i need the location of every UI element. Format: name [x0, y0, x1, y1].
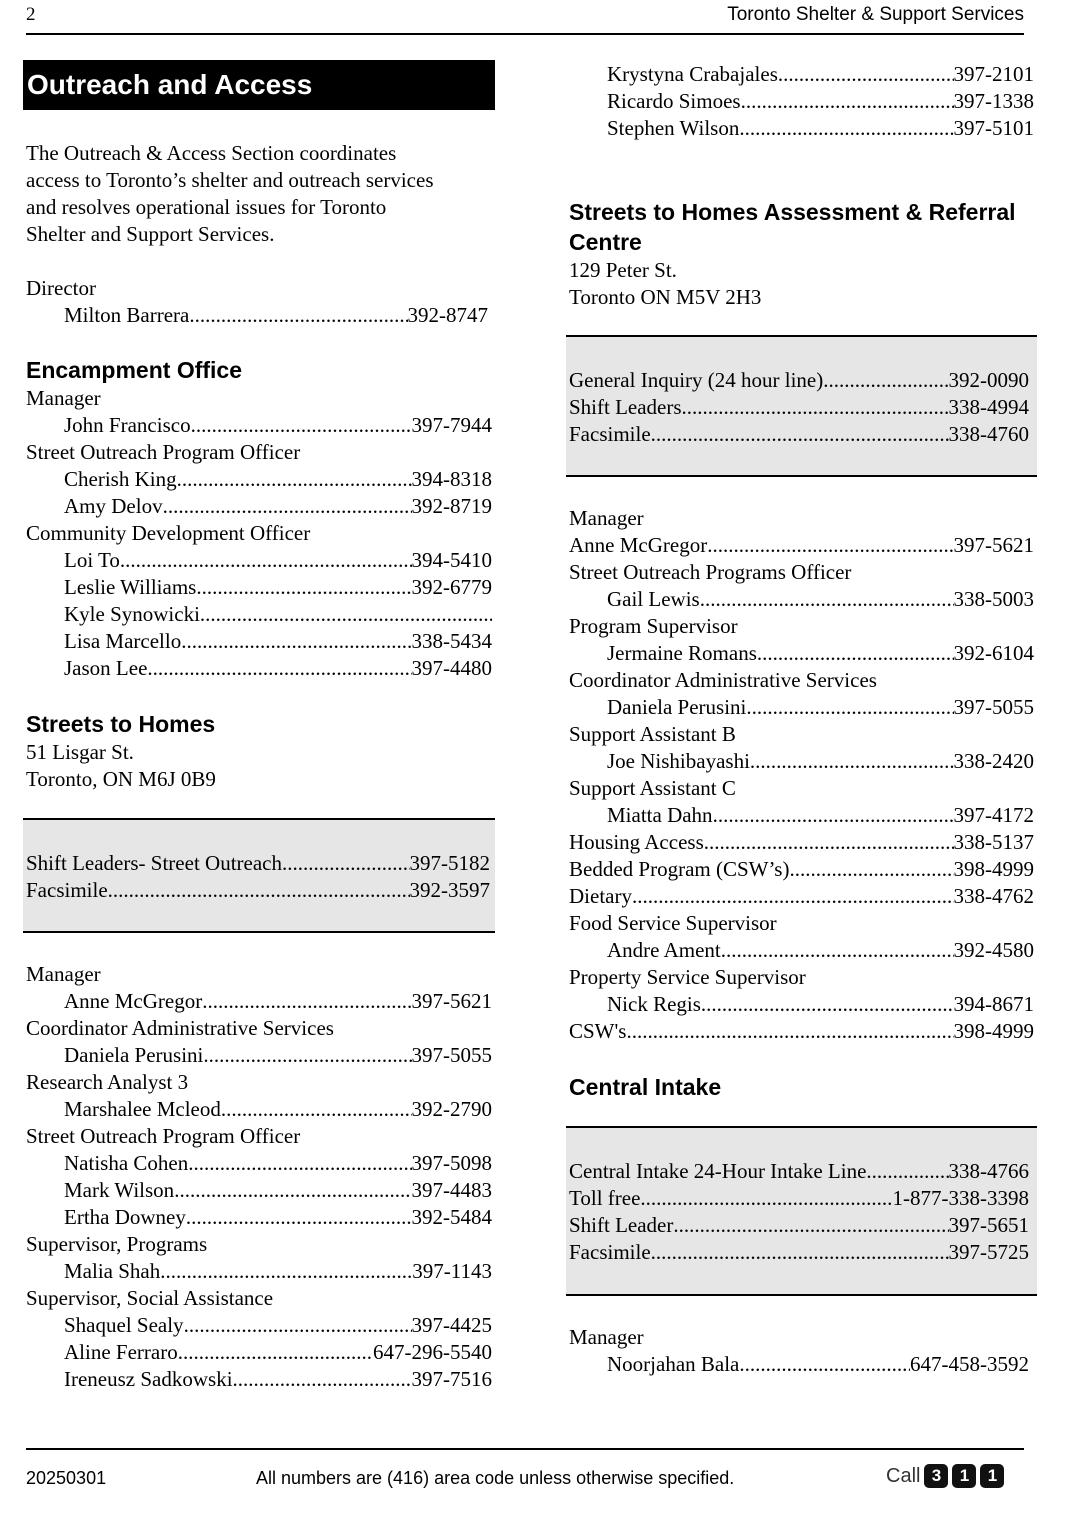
contact-entry	[569, 88, 1034, 115]
central-intake-section	[569, 1072, 1034, 1102]
footer-note: All numbers are (416) area code unless otherwise specified.	[256, 1468, 735, 1488]
key-3-icon: 3	[924, 1464, 948, 1488]
contact-name: CSW's	[569, 1019, 627, 1043]
contact-name: Anne McGregor	[64, 989, 203, 1013]
encampment-office-heading: Encampment Office	[26, 357, 242, 383]
leader-dots	[750, 748, 954, 775]
leader-dots	[721, 937, 954, 964]
leader-dots	[186, 1204, 412, 1231]
role-title: Support Assistant B	[569, 722, 736, 746]
contact-entry	[569, 802, 1034, 829]
contact-entry	[569, 532, 1034, 559]
role-title: Research Analyst 3	[26, 1070, 189, 1094]
leader-dots	[221, 1096, 412, 1123]
leader-dots	[189, 302, 407, 329]
leader-dots	[651, 421, 949, 448]
contact-phone: 338-5434	[411, 629, 492, 653]
call-311-logo	[886, 1464, 1004, 1488]
leader-dots	[177, 466, 412, 493]
streets-to-homes-section	[26, 709, 492, 793]
contact-entry	[569, 1351, 1029, 1378]
leader-dots	[741, 88, 954, 115]
encampment-office-section	[26, 355, 492, 682]
contact-name: Miatta Dahn	[607, 803, 713, 827]
contact-phone: 397-5182	[409, 851, 490, 875]
role-title: Property Service Supervisor	[569, 965, 806, 989]
contact-entry	[569, 1185, 1029, 1212]
central-intake-heading: Central Intake	[569, 1074, 722, 1100]
leader-dots	[757, 640, 954, 667]
leader-dots	[181, 628, 411, 655]
contact-name: Leslie Williams	[64, 575, 197, 599]
streets-to-homes-heading: Streets to Homes	[26, 711, 216, 737]
page-header	[26, 0, 1024, 35]
leader-dots	[184, 1312, 412, 1339]
contact-entry	[569, 586, 1034, 613]
contact-phone: 397-4483	[411, 1178, 492, 1202]
contact-entry	[26, 1258, 492, 1285]
leader-dots	[739, 1351, 910, 1378]
leader-dots	[178, 1339, 373, 1366]
role-title: Manager	[569, 506, 644, 530]
contact-entry	[26, 850, 490, 877]
contact-name: Gail Lewis	[607, 587, 700, 611]
contact-name: Amy Delov	[64, 494, 163, 518]
contact-name: Andre Ament	[607, 938, 721, 962]
contact-phone: 397-4425	[411, 1313, 492, 1337]
contact-entry	[26, 988, 492, 1015]
leader-dots	[778, 61, 954, 88]
contact-name: Jason Lee	[64, 656, 148, 680]
page-footer	[26, 1448, 1024, 1514]
contact-entry	[569, 115, 1034, 142]
contact-entry	[26, 1177, 492, 1204]
address-line: 129 Peter St.	[569, 258, 677, 282]
sthar-section	[569, 197, 1034, 311]
contact-entry	[26, 493, 492, 520]
contact-entry	[569, 367, 1029, 394]
contact-entry	[26, 877, 490, 904]
contact-phone: 392-8719	[411, 494, 492, 518]
contact-name: Lisa Marcello	[64, 629, 182, 653]
contact-phone: 398-4999	[953, 857, 1034, 881]
leader-dots	[160, 1258, 412, 1285]
sthar-box-list	[569, 367, 1029, 448]
contact-entry	[26, 466, 492, 493]
leader-dots	[202, 988, 411, 1015]
leader-dots	[789, 856, 953, 883]
leader-dots	[651, 1239, 949, 1266]
role-title: Food Service Supervisor	[569, 911, 777, 935]
contact-entry	[569, 1158, 1029, 1185]
contact-phone: 338-2420	[953, 749, 1034, 773]
contact-name: Aline Ferraro	[64, 1340, 178, 1364]
contact-phone: 392-6104	[953, 641, 1034, 665]
contact-phone: 338-5137	[953, 830, 1034, 854]
sthar-heading: Streets to Homes Assessment & Referral	[569, 199, 1016, 225]
leader-dots	[866, 1158, 948, 1185]
contact-name: Central Intake 24-Hour Intake Line	[569, 1159, 867, 1183]
contact-name: Shift Leaders	[569, 395, 682, 419]
page-number: 2	[26, 4, 36, 25]
address-line: Toronto ON M5V 2H3	[569, 285, 762, 309]
sthar-heading-cont: Centre	[569, 229, 642, 255]
leader-dots	[673, 1212, 948, 1239]
contact-entry	[569, 1239, 1029, 1266]
leader-dots	[713, 802, 954, 829]
contact-phone: 338-4760	[948, 422, 1029, 446]
role-title: Community Development Officer	[26, 521, 311, 545]
contact-name: General Inquiry (24 hour line)	[569, 368, 824, 392]
contact-name: Malia Shah	[64, 1259, 161, 1283]
contact-entry	[569, 883, 1034, 910]
contact-phone: 392-2790	[411, 1097, 492, 1121]
contact-phone: 647-458-3592	[910, 1352, 1029, 1376]
leader-dots	[700, 586, 954, 613]
contact-phone: 338-4762	[953, 884, 1034, 908]
contact-entry	[569, 61, 1034, 88]
contact-name: Noorjahan Bala	[607, 1352, 740, 1376]
sth-staff-list	[26, 961, 492, 1393]
contact-entry	[569, 1018, 1034, 1045]
contact-phone: 392-8747	[407, 303, 488, 327]
contact-phone: 397-5098	[411, 1151, 492, 1175]
contact-phone: 647-296-5540	[373, 1340, 492, 1364]
contact-phone: 392-0090	[948, 368, 1029, 392]
role-title: Street Outreach Program Officer	[26, 1124, 301, 1148]
contact-name: Nick Regis	[607, 992, 701, 1016]
sthar-contact-box	[566, 335, 1037, 477]
role-title: Program Supervisor	[569, 614, 738, 638]
contact-entry	[26, 655, 492, 682]
leader-dots	[233, 1366, 412, 1393]
contact-entry	[26, 1204, 492, 1231]
role-title: Street Outreach Program Officer	[26, 440, 301, 464]
contact-entry	[26, 1339, 492, 1366]
contact-phone: 397-2101	[953, 62, 1034, 86]
contact-name: Daniela Perusini	[64, 1043, 204, 1067]
contact-name: Facsimile	[26, 878, 108, 902]
contact-name: Kyle Synowicki	[64, 602, 200, 626]
contact-entry	[569, 748, 1034, 775]
contact-name: Anne McGregor	[569, 533, 708, 557]
central-intake-box	[566, 1126, 1037, 1296]
contact-name: Cherish King	[64, 467, 177, 491]
contact-entry	[26, 1042, 492, 1069]
contact-name: Stephen Wilson	[607, 116, 740, 140]
contact-name: Natisha Cohen	[64, 1151, 189, 1175]
contact-entry	[569, 394, 1029, 421]
contact-phone: 397-1338	[953, 89, 1034, 113]
key-1-icon: 1	[980, 1464, 1004, 1488]
contact-phone: 394-8318	[411, 467, 492, 491]
leader-dots	[707, 532, 953, 559]
sthar-staff-list-wrap	[569, 505, 1034, 1045]
contact-phone: 397-1143	[412, 1259, 492, 1283]
contact-phone: 397-5055	[411, 1043, 492, 1067]
key-1-icon: 1	[952, 1464, 976, 1488]
contact-phone: 392-4580	[953, 938, 1034, 962]
address-line: 51 Lisgar St.	[26, 740, 134, 764]
contact-name: Ireneusz Sadkowski	[64, 1367, 233, 1391]
role-title: Supervisor, Programs	[26, 1232, 208, 1256]
contact-entry	[26, 1312, 492, 1339]
contact-phone: 394-5410	[411, 548, 492, 572]
contact-name: Mark Wilson	[64, 1178, 175, 1202]
leader-dots	[108, 877, 410, 904]
contact-entry	[569, 829, 1034, 856]
contact-phone: 397-5055	[953, 695, 1034, 719]
contact-entry	[26, 574, 492, 601]
leader-dots	[120, 547, 412, 574]
contact-phone: 392-3597	[409, 878, 490, 902]
leader-dots	[739, 115, 953, 142]
role-title: Manager	[26, 386, 101, 410]
contact-name: Dietary	[569, 884, 632, 908]
contact-phone: 338-4766	[948, 1159, 1029, 1183]
section-banner: Outreach and Access	[23, 60, 495, 110]
contact-phone: 398-4999	[953, 1019, 1034, 1043]
leader-dots	[203, 1042, 411, 1069]
leader-dots	[704, 829, 954, 856]
contact-name: Loi To	[64, 548, 120, 572]
contact-entry	[569, 421, 1029, 448]
leader-dots	[191, 412, 412, 439]
central-manager-block	[569, 1324, 1029, 1378]
continued-contacts	[569, 61, 1034, 142]
continued-contact-list	[569, 61, 1034, 142]
contact-phone: 397-7516	[411, 1367, 492, 1391]
leader-dots	[682, 394, 949, 421]
call-label: Call	[886, 1464, 921, 1487]
contact-name: Milton Barrera	[64, 303, 190, 327]
contact-phone: 338-5003	[953, 587, 1034, 611]
leader-dots	[632, 883, 954, 910]
role-title: Manager	[26, 962, 101, 986]
contact-name: Shaquel Sealy	[64, 1313, 184, 1337]
contact-phone: 392-6779	[411, 575, 492, 599]
leader-dots	[626, 1018, 953, 1045]
leader-dots	[147, 655, 411, 682]
contact-name: Ertha Downey	[64, 1205, 186, 1229]
contact-entry	[26, 628, 492, 655]
contact-phone: 397-5621	[411, 989, 492, 1013]
contact-entry	[26, 601, 492, 628]
contact-entry	[26, 1366, 492, 1393]
role-title: Supervisor, Social Assistance	[26, 1286, 274, 1310]
contact-phone: 394-8671	[953, 992, 1034, 1016]
sth-contact-box	[23, 818, 495, 933]
intro-line: access to Toronto’s shelter and outreach services	[26, 168, 434, 192]
contact-phone: 338-4994	[948, 395, 1029, 419]
contact-name: Shift Leaders- Street Outreach	[26, 851, 282, 875]
intro-paragraph	[26, 140, 496, 248]
leader-dots	[163, 493, 412, 520]
contact-entry	[26, 1150, 492, 1177]
contact-name: Daniela Perusini	[607, 695, 747, 719]
footer-date: 20250301	[26, 1468, 107, 1488]
leader-dots	[640, 1185, 892, 1212]
contact-name: Jermaine Romans	[607, 641, 757, 665]
leader-dots	[823, 367, 948, 394]
sth-box-list	[26, 850, 490, 904]
contact-entry	[26, 1096, 492, 1123]
contact-name: Ricardo Simoes	[607, 89, 741, 113]
director-block	[26, 275, 488, 329]
contact-name: John Francisco	[64, 413, 191, 437]
contact-entry	[26, 547, 492, 574]
sthar-staff-list	[569, 505, 1034, 1045]
contact-phone: 1-877-338-3398	[892, 1186, 1029, 1210]
role-title: Coordinator Administrative Services	[26, 1016, 334, 1040]
role-title: Manager	[569, 1325, 644, 1349]
contact-entry	[569, 937, 1034, 964]
director-entry	[26, 302, 488, 329]
contact-entry	[569, 640, 1034, 667]
contact-phone: 397-4172	[953, 803, 1034, 827]
contact-phone: 397-5651	[948, 1213, 1029, 1237]
contact-phone: 397-4480	[411, 656, 492, 680]
contact-name: Marshalee Mcleod	[64, 1097, 221, 1121]
contact-name: Facsimile	[569, 1240, 651, 1264]
contact-phone: 397-5101	[953, 116, 1034, 140]
contact-entry	[569, 1212, 1029, 1239]
document-title: Toronto Shelter & Support Services	[727, 4, 1024, 25]
central-box-list	[569, 1158, 1029, 1266]
contact-phone: 392-5484	[411, 1205, 492, 1229]
leader-dots	[200, 601, 492, 628]
leader-dots	[701, 991, 954, 1018]
contact-name: Joe Nishibayashi	[607, 749, 750, 773]
intro-line: Shelter and Support Services.	[26, 222, 275, 246]
encampment-contact-list	[26, 385, 492, 682]
director-title: Director	[26, 276, 96, 300]
leader-dots	[196, 574, 411, 601]
intro-line: The Outreach & Access Section coordinates	[26, 141, 397, 165]
contact-name: Krystyna Crabajales	[607, 62, 778, 86]
contact-name: Housing Access	[569, 830, 704, 854]
role-title: Coordinator Administrative Services	[569, 668, 877, 692]
role-title: Support Assistant C	[569, 776, 736, 800]
address-line: Toronto, ON M6J 0B9	[26, 767, 216, 791]
contact-entry	[569, 856, 1034, 883]
role-title: Street Outreach Programs Officer	[569, 560, 852, 584]
contact-phone: 397-5621	[953, 533, 1034, 557]
contact-name: Toll free	[569, 1186, 641, 1210]
leader-dots	[746, 694, 953, 721]
contact-entry	[26, 412, 492, 439]
leader-dots	[282, 850, 410, 877]
contact-name: Shift Leader	[569, 1213, 674, 1237]
contact-phone: 397-5725	[948, 1240, 1029, 1264]
sth-staff-list-wrap	[26, 961, 492, 1393]
contact-phone: 397-7944	[411, 413, 492, 437]
intro-line: and resolves operational issues for Toronto	[26, 195, 387, 219]
contact-name: Bedded Program (CSW’s)	[569, 857, 790, 881]
contact-name: Facsimile	[569, 422, 651, 446]
contact-entry	[569, 694, 1034, 721]
leader-dots	[188, 1150, 411, 1177]
contact-entry	[569, 991, 1034, 1018]
leader-dots	[174, 1177, 411, 1204]
